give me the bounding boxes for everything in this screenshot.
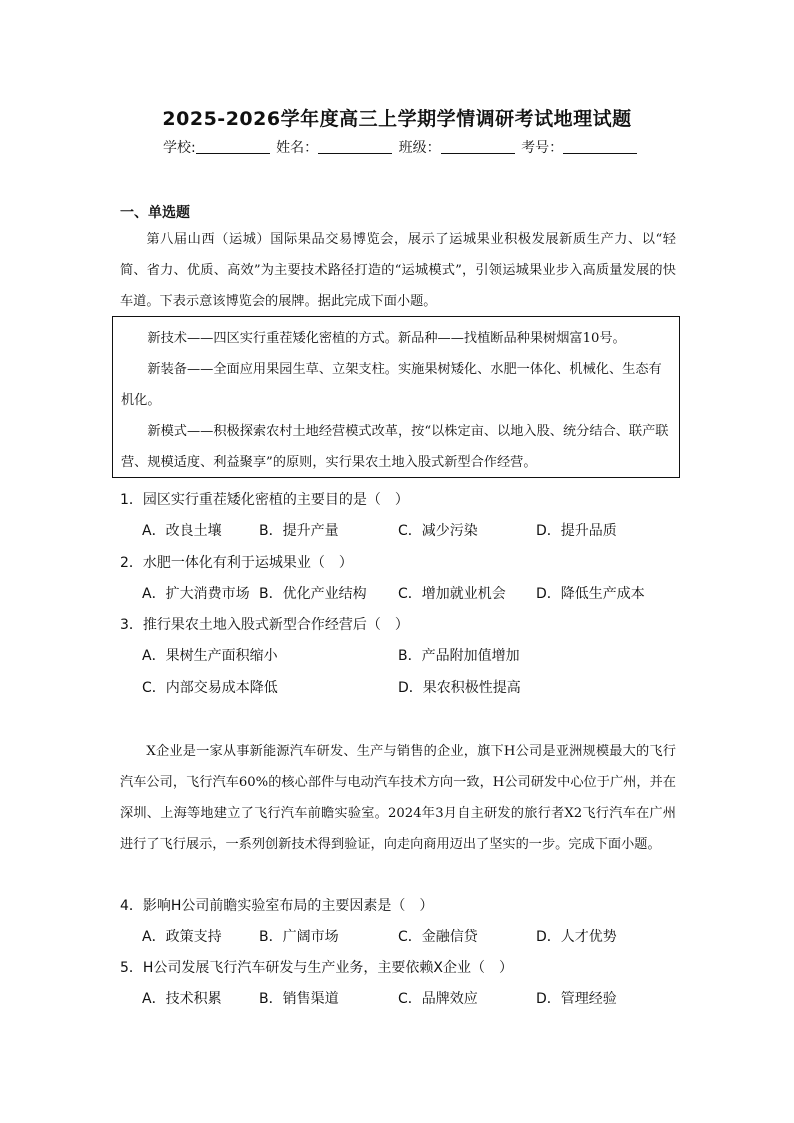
board-line-new-tech: 新技术——四区实行重茬矮化密植的方式。新品种——找植断品种果树烟富10号。 [147,331,626,346]
q1-option-a: A．改良土壤 [142,523,222,539]
q2-option-b: B．优化产业结构 [259,586,367,602]
q1-option-b: B．提升产量 [259,523,339,539]
passage-1: 第八届山西（运城）国际果品交易博览会，展示了运城果业积极发展新质生产力、以“轻简、省力、优质、高效”为主要技术路径打造的“运城模式”，引领运城果业步入高质量发展的快车道。下表示意该博览会的展牌。据此完成下面小题。 [120,232,676,309]
q2-option-d: D．降低生产成本 [536,586,645,602]
exam-title: 2025-2026学年度高三上学期学情调研考试地理试题 [162,108,632,130]
q4-option-d: D．人才优势 [536,929,617,945]
exam-number-label: 考号： [521,140,564,156]
question-1-stem: 1．园区实行重茬矮化密植的主要目的是（ ） [120,492,409,508]
q5-option-a: A．技术积累 [142,991,222,1007]
q5-option-c: C．品牌效应 [398,991,478,1007]
class-label: 班级： [398,140,441,156]
question-5-stem: 5．H公司发展飞行汽车研发与生产业务，主要依赖X企业（ ） [120,960,514,976]
q2-option-a: A．扩大消费市场 [142,586,250,602]
name-label: 姓名： [276,140,319,156]
q2-option-c: C．增加就业机会 [398,586,506,602]
passage-2: X企业是一家从事新能源汽车研发、生产与销售的企业，旗下H公司是亚洲规模最大的飞行汽车公司，飞行汽车60%的核心部件与电动汽车技术方向一致，H公司研发中心位于广州，并在深圳、上海等地建立了飞行汽车前瞻实验室。2024年3月自主研发的旅行者X2飞行汽车在广州进行了飞行展示，一系列创新技术得到验证，向走向商用迈出了坚实的一步。完成下面小题。 [120,744,676,852]
q3-option-d: D．果农积极性提高 [398,680,521,696]
question-3-stem: 3．推行果农土地入股式新型合作经营后（ ） [120,617,409,633]
exam-number-blank [563,139,637,154]
q1-option-c: C．减少污染 [398,523,478,539]
q1-option-d: D．提升品质 [536,523,617,539]
exhibition-board-table [112,316,680,478]
q3-option-b: B．产品附加值增加 [398,648,520,664]
q4-option-a: A．政策支持 [142,929,222,945]
q5-option-d: D．管理经验 [536,991,617,1007]
student-info-line [163,137,643,157]
board-line-new-model: 新模式——积极探索农村土地经营模式改革，按“以株定亩、以地入股、统分结合、联产联营、规模适度、利益聚享”的原则，实行果农土地入股式新型合作经营。 [121,424,669,470]
question-2-stem: 2．水肥一体化有利于运城果业（ ） [120,555,353,571]
class-blank [441,139,515,154]
question-4-stem: 4．影响H公司前瞻实验室布局的主要因素是（ ） [120,898,434,914]
q4-option-c: C．金融信贷 [398,929,478,945]
q4-option-b: B．广阔市场 [259,929,339,945]
q3-option-a: A．果树生产面积缩小 [142,648,278,664]
q3-option-c: C．内部交易成本降低 [142,680,278,696]
q5-option-b: B．销售渠道 [259,991,339,1007]
school-label: 学校: [163,140,196,156]
section-heading: 一、单选题 [120,205,190,221]
school-blank [196,139,270,154]
board-line-new-equipment: 新装备——全面应用果园生草、立架支柱。实施果树矮化、水肥一体化、机械化、生态有机化。 [121,362,662,408]
name-blank [318,139,392,154]
